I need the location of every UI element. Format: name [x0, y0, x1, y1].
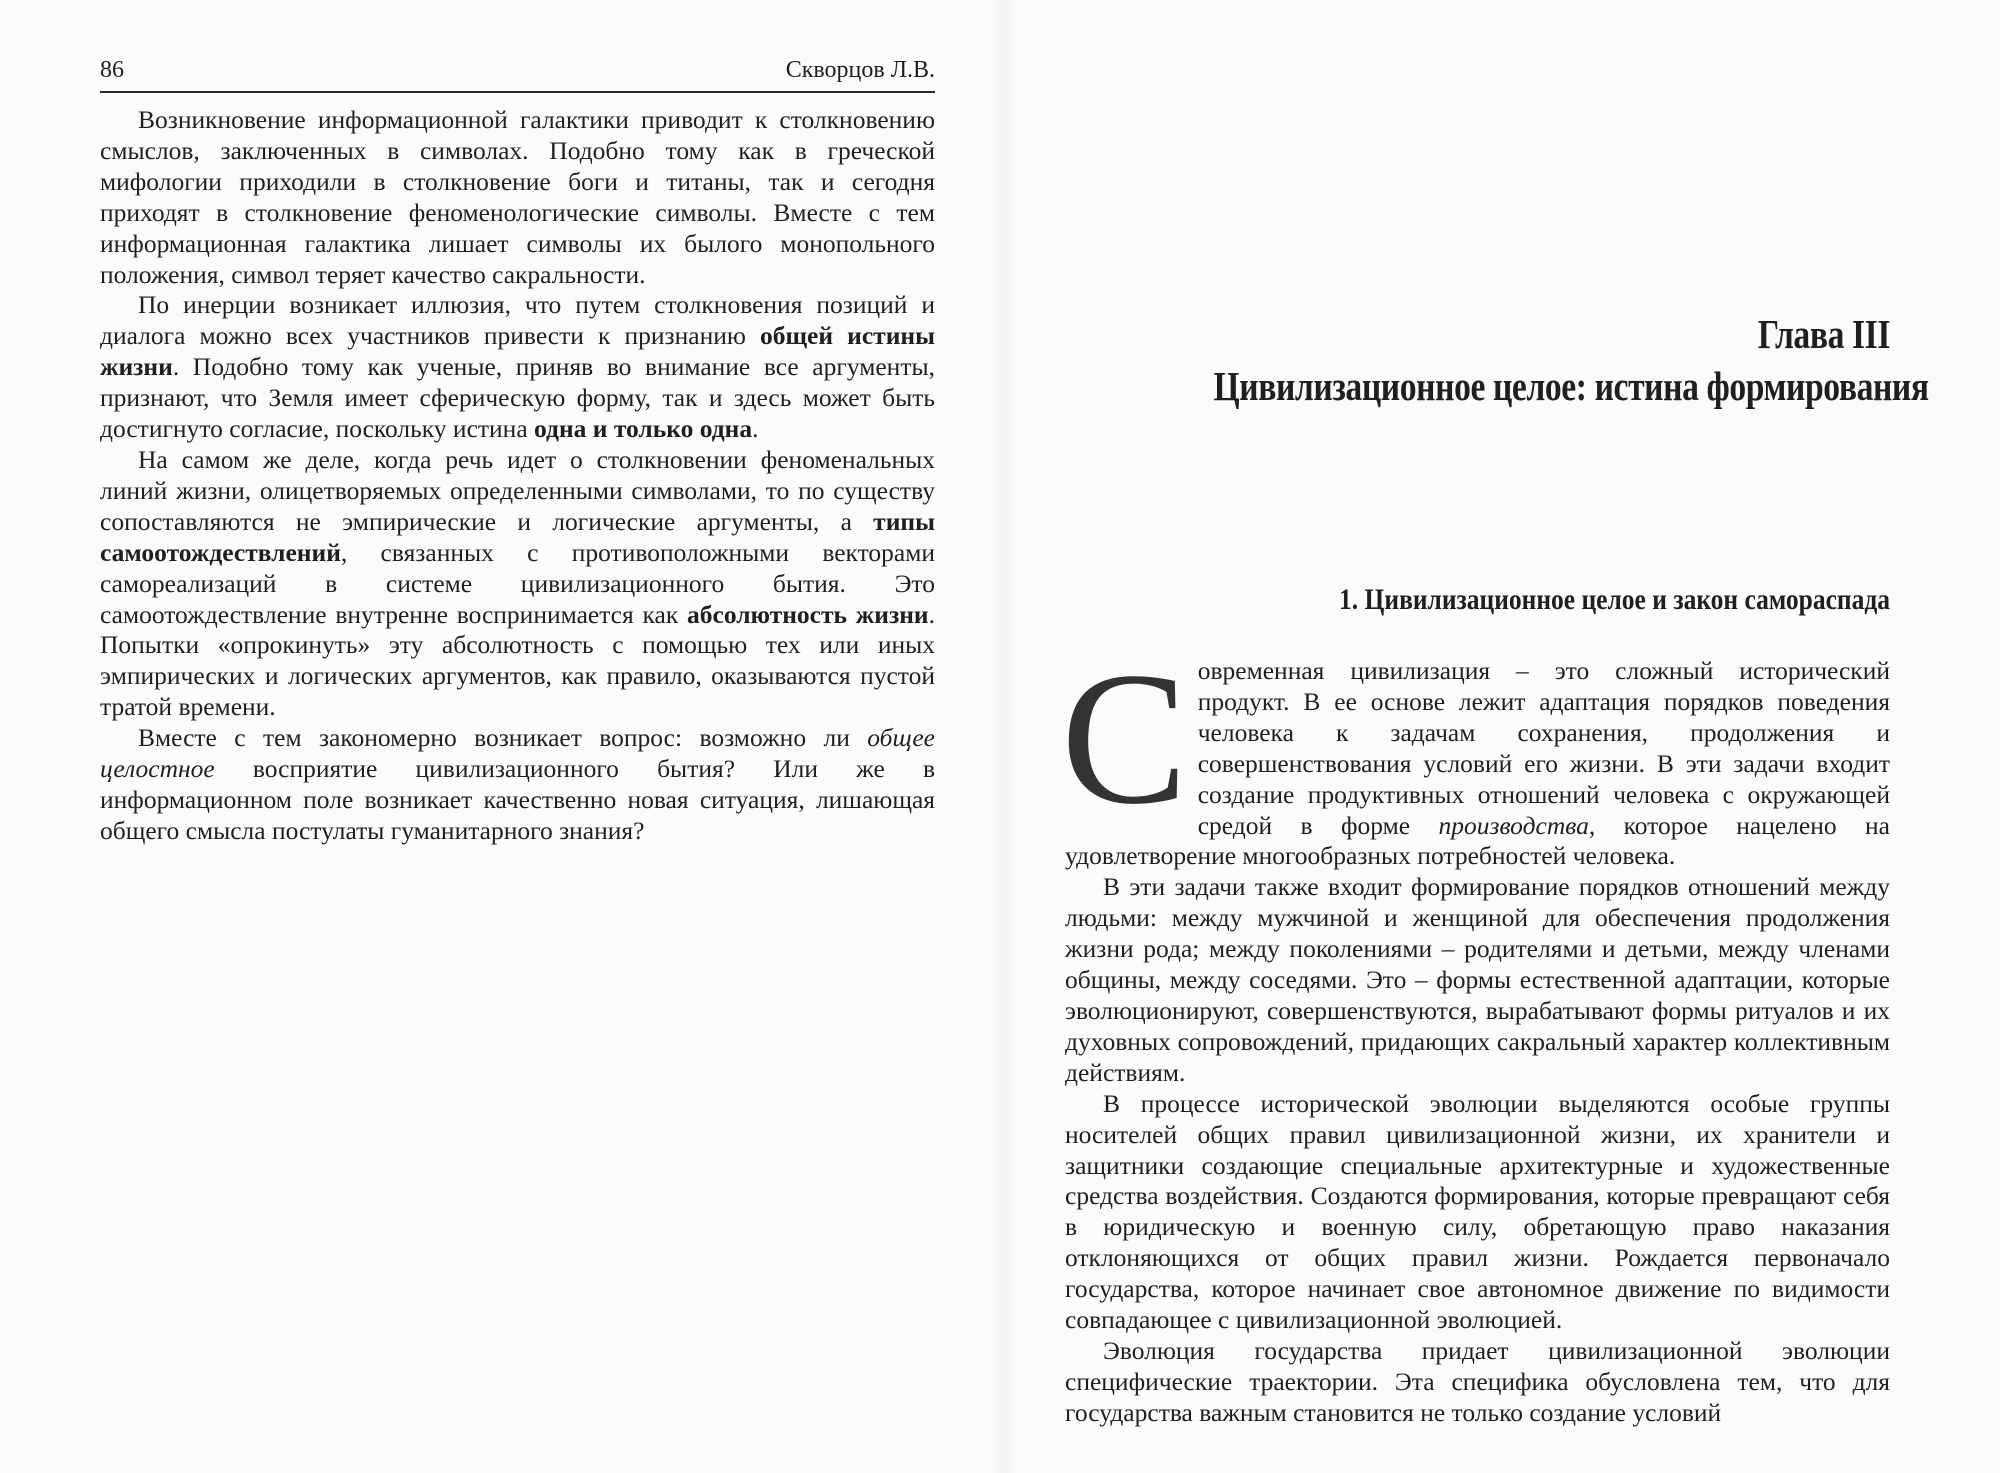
- paragraph: [1065, 1089, 1890, 1336]
- paragraph: [100, 723, 935, 847]
- paragraph: [100, 290, 935, 445]
- left-page-body: [100, 105, 935, 847]
- left-page: [100, 55, 935, 847]
- paragraph: [1065, 872, 1890, 1088]
- paragraph: [100, 445, 935, 723]
- text-run: По инерции возникает иллюзия, что путем столкновения позиций и диалога можно всех участников привести к признанию: [100, 290, 935, 351]
- bold-term: абсолютность жизни: [687, 599, 929, 629]
- drop-cap: С: [1061, 634, 1188, 844]
- bold-term: одна и только одна: [534, 414, 753, 444]
- text-run: восприятие цивилизационного бытия? Или же в информационном поле возникает качественно новая ситуация, лишающая общего смысла постулаты гуманитарного знания?: [100, 754, 935, 845]
- bold-term: типы самоотождествлений: [100, 506, 935, 567]
- text-run: . Попытки «опрокинуть» эту абсолютность с помощью тех или иных эмпирических и логических аргументов, как правило, оказываются пустой тратой времени.: [100, 599, 935, 722]
- page-number: 86: [100, 57, 124, 83]
- text-run: В эти задачи также входит формирование порядков отношений между людьми: между мужчиной и женщиной для обеспечения продолжения жизни рода; между поколениями – родителями и детьми, между членами общины, между соседями. Это – формы естественной адаптации, которые эволюционируют, совершенствуются, вырабатывают формы ритуалов и их духовных сопровождений, придающих сакральный характер коллективным действиям.: [1065, 872, 1890, 1087]
- text-run: , связанных с противоположными векторами самореализаций в системе цивилизационного бытия. Это самоотождествление внутренне воспринимается как: [100, 537, 935, 629]
- section-title: 1. Цивилизационное целое и закон самораспада: [1339, 583, 1890, 616]
- chapter-title: Цивилизационное целое: истина формирования: [1213, 363, 1929, 409]
- right-page: [1061, 0, 1929, 1429]
- text-run: Возникновение информационной галактики приводит к столкновению смыслов, заключенных в символах. Подобно тому как в греческой мифологии приходили в столкновение боги и титаны, так и сегодня приходят в столкновение феноменологические символы. Вместе с тем информационная галактика лишает символы их былого монопольного положения, символ теряет качество сакральности.: [100, 105, 935, 289]
- italic-term: производства: [1438, 810, 1589, 840]
- text-run: . Подобно тому как ученые, приняв во внимание все аргументы, признают, что Земля имеет сферическую форму, так и здесь может быть достигнуто согласие, поскольку истина: [100, 352, 935, 444]
- chapter-heading: [1065, 308, 1929, 412]
- text-run: В процессе исторической эволюции выделяются особые группы носителей общих правил цивилизационной жизни, их хранители и защитники создающие специальные архитектурные и художественные средства воздействия. Создаются формирования, которые превращают себя в юридическую и военную силу, обретающую право наказания отклоняющихся от общих правил жизни. Рождается первоначало государства, которое начинает свое автономное движение по видимости совпадающее с цивилизационной эволюцией.: [1065, 1088, 1890, 1335]
- running-head: [100, 55, 935, 93]
- right-page-body: [1061, 634, 1890, 1429]
- italic-term: общее целостное: [100, 723, 935, 784]
- book-gutter: [990, 0, 1020, 1473]
- paragraph: [100, 105, 935, 290]
- text-run: Эволюция государства придает цивилизационной эволюции специфические траектории. Эта специфика обусловлена тем, что для государства важным становится не только создание условий: [1065, 1335, 1890, 1427]
- chapter-number: Глава III: [1757, 311, 1890, 357]
- author-name: Скворцов Л.В.: [785, 57, 935, 83]
- text-run: , которое нацелено на удовлетворение многообразных потребностей человека.: [1065, 810, 1890, 871]
- text-run: На самом же деле, когда речь идет о столкновении феноменальных линий жизни, олицетворяемых определенными символами, то по существу сопоставляются не эмпирические и логические аргументы, а: [100, 444, 935, 536]
- text-run: Вместе с тем закономерно возникает вопрос: возможно ли: [138, 723, 868, 753]
- bold-term: общей истины жизни: [100, 321, 935, 382]
- paragraph: [1061, 634, 1890, 872]
- text-run: .: [752, 414, 759, 444]
- text-run: овременная цивилизация – это сложный исторический продукт. В ее основе лежит адаптация порядков поведения человека к задачам сохранения, продолжения и совершенствования условий его жизни. В эти задачи входит создание продуктивных отношений человека с окружающей средой в форме: [1197, 656, 1890, 840]
- paragraph: [1065, 1336, 1890, 1429]
